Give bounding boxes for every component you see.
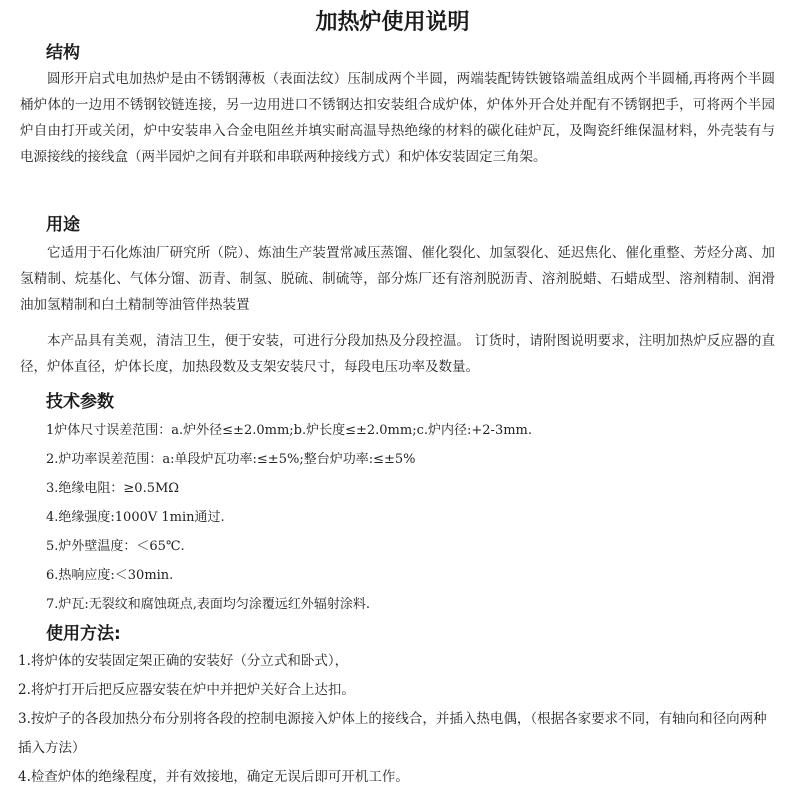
usage-item-2: 2.将炉打开后把反应器安装在炉中并把炉关好合上达扣。 [18,682,355,698]
spec-item-2: 2.炉功率误差范围：a:单段炉瓦功率:≤±5%;整台炉功率:≤±5% [46,452,416,467]
usage-item-1: 1.将炉体的安装固定架正确的安装好（分立式和卧式）， [18,653,349,669]
structure-heading: 结构 [46,43,80,63]
usage-item-3: 3.按炉子的各段加热分布分别将各段的控制电源接入炉体上的接线合，并插入热电偶，（根据各家要求不同，有轴向和径向两种插入方法） [18,711,767,756]
spec-item-3: 3.绝缘电阻：≥0.5MΩ [46,481,180,496]
structure-paragraph: 圆形开启式电加热炉是由不锈钢薄板（表面法纹）压制成两个半圆，两端装配铸铁镀铬端盖组成两个半圆桶,再将两个半圆桶炉体的一边用不锈钢铰链连接，另一边用进口不锈钢达扣安装组合成炉体，炉体外开合处并配有不锈钢把手，可将两个半园炉自由打开或关闭，炉中安装串入合金电阻丝并填实耐高温导热绝缘的材料的碳化硅炉瓦，及陶瓷纤维保温材料，外壳装有与电源接线的接线盒（两半园炉之间有并联和串联两种接线方式）和炉体安装固定三角架。 [20,71,775,165]
spec-item-7: 7.炉瓦:无裂纹和腐蚀斑点,表面均匀涂覆远红外辐射涂料. [46,597,371,612]
spec-item-5: 5.炉外壁温度：＜65℃. [46,539,185,554]
spec-item-6: 6.热响应度:＜30min. [46,568,174,583]
purpose-heading: 用途 [46,215,80,235]
purpose-paragraph-2: 本产品具有美观，清洁卫生，便于安装，可进行分段加热及分段控温。 订货时，请附图说明要求，注明加热炉反应器的直径，炉体直径，炉体长度，加热段数及支架安装尺寸，每段电压功率及数量。 [20,333,775,375]
spec-item-1: 1炉体尺寸误差范围：a.炉外径≤±2.0mm;b.炉长度≤±2.0mm;c.炉内径:+2-3mm. [46,423,533,438]
usage-item-4: 4.检查炉体的绝缘程度，并有效接地，确定无误后即可开机工作。 [18,769,409,785]
usage-heading: 使用方法: [46,624,121,644]
spec-item-4: 4.绝缘强度:1000V 1min通过. [46,510,225,525]
purpose-paragraph-1: 它适用于石化炼油厂研究所（院）、炼油生产装置常减压蒸馏、催化裂化、加氢裂化、延迟焦化、催化重整、芳烃分离、加氢精制、烷基化、气体分馏、沥青、制氢、脱硫、制硫等，部分炼厂还有溶剂脱沥青、溶剂脱蜡、石蜡成型、溶剂精制、润滑油加氢精制和白土精制等油管伴热装置 [20,245,775,313]
specs-heading: 技术参数 [46,392,114,412]
document-title: 加热炉使用说明 [315,10,470,35]
